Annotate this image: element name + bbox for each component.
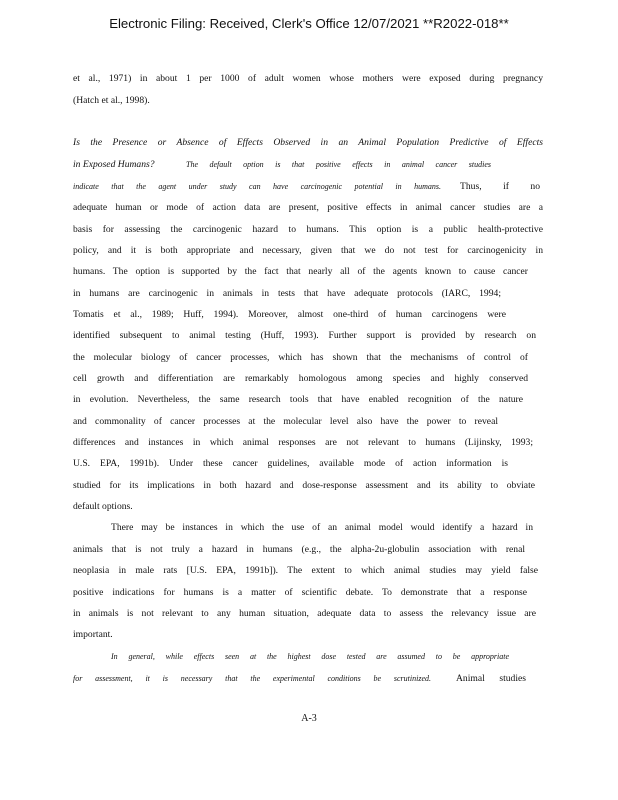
text-line: adequate human or mode of action data are present, positive effects in animal cancer studies are a [73, 202, 543, 213]
text-line: for assessment, it is necessary that the experimental conditions be scrutinized. [73, 674, 431, 683]
text-line: default options. [73, 501, 133, 512]
text-line: studied for its implications in both hazard and dose-response assessment and its ability to obviate [73, 480, 535, 491]
text-line: animals that is not truly a hazard in humans (e.g., the alpha-2u-globulin association with renal [73, 544, 525, 555]
text-line: et al., 1971) in about 1 per 1000 of adult women whose mothers were exposed during pregnancy [73, 73, 543, 84]
text-line: Animal studies [456, 673, 526, 684]
text-line: in animals is not relevant to any human situation, adequate data to assess the relevancy issue are [73, 608, 536, 619]
text-line: indicate that the agent under study can have carcinogenic potential in humans. [73, 182, 441, 191]
page-number: A-3 [301, 713, 317, 724]
text-line: humans. The option is supported by the fact that nearly all of the agents known to cause cancer [73, 266, 528, 277]
text-line: neoplasia in male rats [U.S. EPA, 1991b]). The extent to which animal studies may yield false [73, 565, 538, 576]
section-heading: in Exposed Humans? [73, 159, 155, 170]
text-line: Thus, if no [460, 181, 540, 192]
text-line: identified subsequent to animal testing (Huff, 1993). Further support is provided by research on [73, 330, 536, 341]
text-line: (Hatch et al., 1998). [73, 95, 150, 106]
text-line: differences and instances in which animal responses are not relevant to humans (Lijinsky, 1993; [73, 437, 533, 448]
text-line: basis for assessing the carcinogenic hazard to humans. This option is a public health-protective [73, 224, 543, 235]
text-line: in evolution. Nevertheless, the same research tools that have enabled recognition of the nature [73, 394, 523, 405]
text-line: policy, and it is both appropriate and necessary, given that we do not test for carcinogenicity in [73, 245, 543, 256]
text-line: U.S. EPA, 1991b). Under these cancer guidelines, available mode of action information is [73, 458, 508, 469]
section-heading: Is the Presence or Absence of Effects Observed in an Animal Population Predictive of Effects [73, 137, 543, 148]
text-line: in humans are carcinogenic in animals in tests that have adequate protocols (IARC, 1994; [73, 288, 501, 299]
text-line: cell growth and differentiation are remarkably homologous among species and highly conserved [73, 373, 528, 384]
text-line: important. [73, 629, 113, 640]
text-line: positive indications for humans is a matter of scientific debate. To demonstrate that a response [73, 587, 527, 598]
text-line: The default option is that positive effects in animal cancer studies [186, 160, 491, 169]
text-line: In general, while effects seen at the highest dose tested are assumed to be appropriate [111, 652, 509, 661]
filing-header: Electronic Filing: Received, Clerk's Office 12/07/2021 **R2022-018** [109, 16, 509, 31]
text-line: the molecular biology of cancer processes, which has shown that the mechanisms of control of [73, 352, 528, 363]
text-line: and commonality of cancer processes at the molecular level also have the power to reveal [73, 416, 498, 427]
text-line: Tomatis et al., 1989; Huff, 1994). Moreover, almost one-third of human carcinogens were [73, 309, 506, 320]
text-line: There may be instances in which the use of an animal model would identify a hazard in [111, 522, 533, 533]
